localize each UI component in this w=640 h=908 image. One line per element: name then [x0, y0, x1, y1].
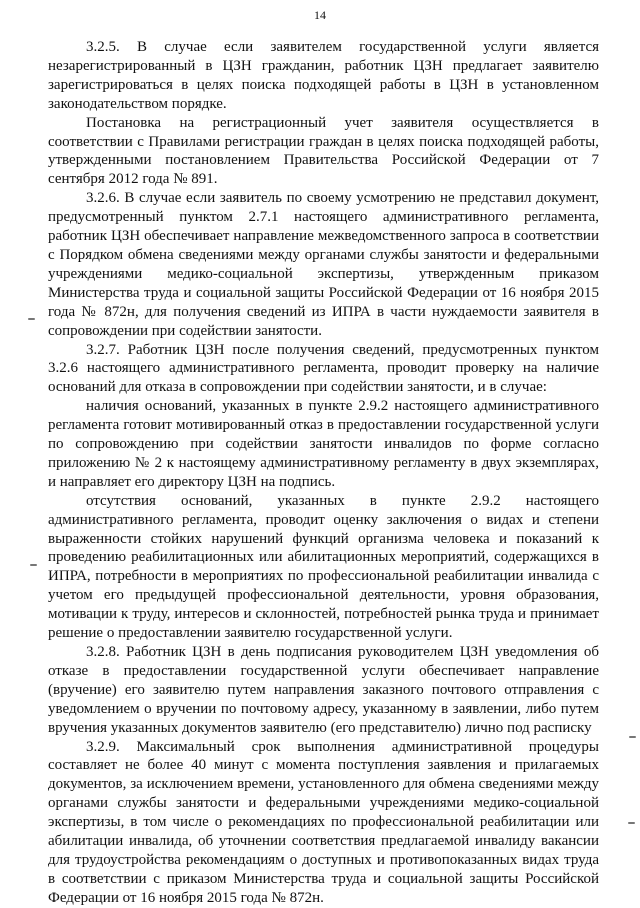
paragraph-registration: Постановка на регистрационный учет заявителя осуществляется в соответствии с Правилами регистрации граждан в целях поиска подходящей работы, утвержденными постановлением Правительства Российской Федерации от 7 сентября 2012 года № 891.: [48, 114, 599, 188]
page-number: 14: [314, 8, 326, 22]
document-body: [48, 38, 599, 908]
paragraph-3-2-7: 3.2.7. Работник ЦЗН после получения сведений, предусмотренных пунктом 3.2.6 настоящего административного регламента, проводит проверку на наличие оснований для отказа в сопровождении при содействии занятости, и в случае:: [48, 341, 599, 396]
scan-mark: [28, 318, 35, 320]
paragraph-3-2-8: 3.2.8. Работник ЦЗН в день подписания руководителем ЦЗН уведомления об отказе в предоставлении государственной услуги обеспечивает направление (вручение) его заявителю путем направления заказного почтового отправления с уведомлением о вручении по почтовому адресу, указанному в заявлении, либо путем вручения указанных документов заявителю (его представителю) лично под расписку: [48, 644, 599, 736]
scan-mark: [30, 564, 37, 566]
paragraph-3-2-9: 3.2.9. Максимальный срок выполнения административной процедуры составляет не более 40 минут с момента поступления заявления и прилагаемых документов, за исключением времени, установленного для обмена сведениями между органами службы занятости и федеральными учреждениями медико-социальной экспертизы, в том числе о рекомендациях по профессиональной реабилитации или абилитации инвалида, об уточнении соответствия предлагаемой инвалиду вакансии для трудоустройства рекомендациям о доступных и противопоказанных видах труда в соответствии с приказом Министерства труда и социальной защиты Российской Федерации от 16 ноября 2015 года № 872н.: [48, 738, 599, 906]
paragraph-grounds-present: наличия оснований, указанных в пункте 2.9.2 настоящего административного регламента готовит мотивированный отказ в предоставлении государственной услуги по сопровождению при содействии занятости инвалидов по форме согласно приложению № 2 к настоящему административному регламенту в двух экземплярах, и направляет его директору ЦЗН на подпись.: [48, 398, 599, 490]
paragraph-grounds-absent: отсутствия оснований, указанных в пункте 2.9.2 настоящего административного регламента, проводит оценку заключения о видах и степени выраженности стойких нарушений функций организма человека и показаний к проведению реабилитационных или абилитационных мероприятий, содержащихся в ИПРА, потребности в мероприятиях по профессиональной реабилитации инвалида с учетом его предыдущей профессиональной деятельности, уровня образования, мотивации к труду, интересов и склонностей, потребностей рынка труда и принимает решение о предоставлении заявителю государственной услуги.: [48, 492, 599, 642]
scan-mark: [629, 736, 636, 738]
scan-mark: [628, 822, 635, 824]
paragraph-3-2-5: 3.2.5. В случае если заявителем государственной услуги является незарегистрированный в ЦЗН гражданин, работник ЦЗН предлагает заявителю зарегистрироваться в целях поиска подходящей работы в ЦЗН в установленном законодательством порядке.: [48, 39, 599, 112]
paragraph-3-2-6: 3.2.6. В случае если заявитель по своему усмотрению не представил документ, предусмотренный пунктом 2.7.1 настоящего административного регламента, работник ЦЗН обеспечивает направление межведомственного запроса в соответствии с Порядком обмена сведениями между органами службы занятости и федеральными учреждениями медико-социальной экспертизы, утвержденным приказом Министерства труда и социальной защиты Российской Федерации от 16 ноября 2015 года № 872н, для получения сведений из ИПРА в части нуждаемости заявителя в сопровождении при содействии занятости.: [48, 190, 599, 339]
